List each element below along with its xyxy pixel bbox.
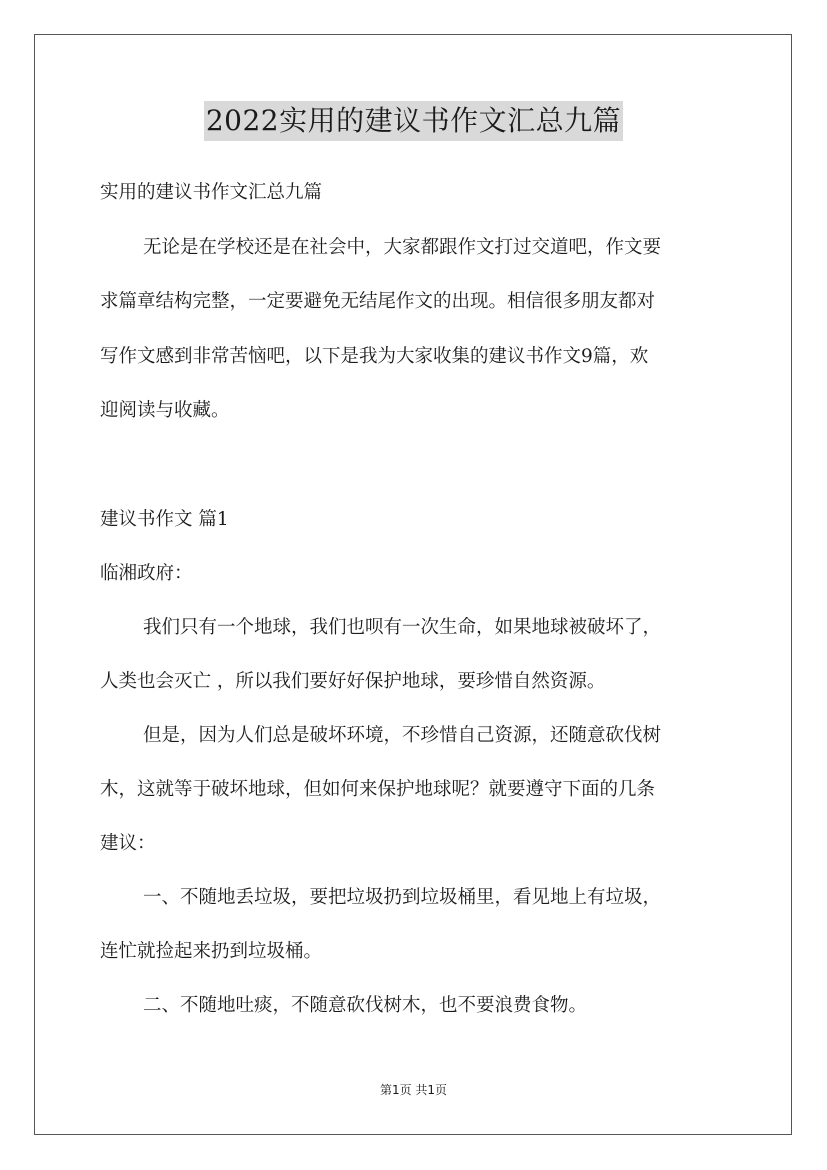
body-paragraph-line: 木，这就等于破坏地球，但如何来保护地球呢？就要遵守下面的几条 (100, 779, 656, 800)
body-paragraph-line: 我们只有一个地球，我们也呗有一次生命，如果地球被破坏了， (143, 617, 662, 638)
section-heading: 建议书作文 篇1 (100, 509, 229, 530)
suggestion-item-2: 二、不随地吐痰，不随意砍伐树木，也不要浪费食物。 (143, 995, 588, 1016)
body-paragraph-line: 人类也会灭亡 ，所以我们要好好保护地球，要珍惜自然资源。 (100, 671, 606, 692)
subtitle-line: 实用的建议书作文汇总九篇 (100, 182, 323, 203)
title-container (0, 101, 827, 141)
intro-paragraph-line: 写作文感到非常苦恼吧，以下是我为大家收集的建议书作文9篇，欢 (100, 346, 649, 367)
salutation: 临湘政府： (100, 563, 193, 584)
intro-paragraph-line: 无论是在学校还是在社会中，大家都跟作文打过交道吧，作文要 (143, 237, 662, 258)
intro-paragraph-line: 求篇章结构完整，一定要避免无结尾作文的出现。相信很多朋友都对 (100, 291, 656, 312)
intro-paragraph-line: 迎阅读与收藏。 (100, 400, 230, 421)
page-footer: 第1页 共1页 (379, 1083, 448, 1097)
suggestion-item-1: 一、不随地丢垃圾，要把垃圾扔到垃圾桶里，看见地上有垃圾， (143, 887, 662, 908)
body-paragraph-line: 但是，因为人们总是破坏环境，不珍惜自己资源，还随意砍伐树 (143, 725, 662, 746)
body-paragraph-line: 建议： (100, 833, 156, 854)
document-title: 2022实用的建议书作文汇总九篇 (204, 101, 623, 141)
suggestion-item-1-cont: 连忙就捡起来扔到垃圾桶。 (100, 941, 323, 962)
